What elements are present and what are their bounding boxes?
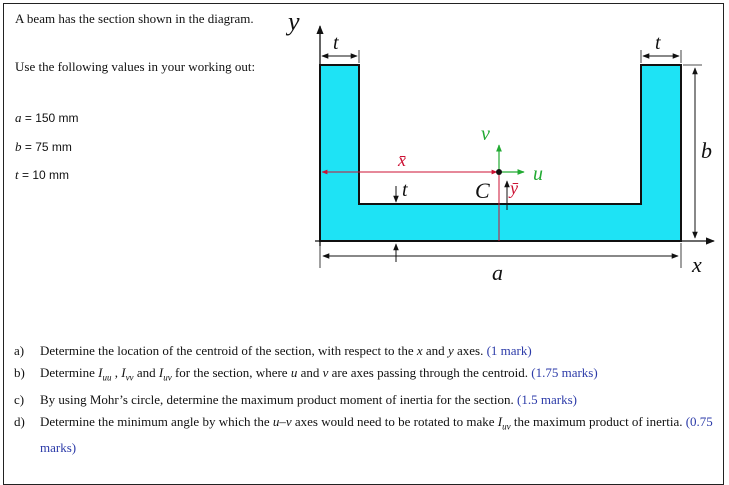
value-b-eq: = (24, 140, 32, 154)
question-a-end: axes. (453, 343, 487, 358)
question-a-text: Determine the location of the centroid of the section, with respect to the (40, 343, 417, 358)
question-a-y: y (447, 343, 454, 358)
question-d-marks: (0.75 marks) (40, 413, 713, 456)
iuv-symbol: I (158, 365, 164, 380)
value-a-var: a (15, 110, 22, 125)
a-label: a (492, 260, 503, 285)
xbar-label: x̄ (398, 150, 406, 170)
t-mid-label: t (402, 179, 408, 201)
question-a-label: a) (14, 343, 25, 358)
iuv-sub: uv (163, 372, 172, 383)
channel-section-shape (320, 65, 681, 241)
value-a-eq: = (24, 111, 32, 125)
question-b-v: v (322, 365, 329, 380)
question-b-post: are axes passing through the centroid. (328, 365, 532, 380)
value-b-var: b (15, 139, 22, 154)
question-a-marks: (1 mark) (486, 343, 532, 358)
question-b-pre: Determine (40, 365, 99, 380)
t-left-label: t (333, 32, 339, 54)
intro-text: A beam has the section shown in the diagram. (15, 11, 254, 26)
iuu-symbol: I (98, 365, 103, 380)
question-c (14, 389, 719, 411)
question-d-pre: Determine the minimum angle by which the (40, 413, 273, 429)
question-b-label: b) (14, 365, 25, 380)
question-d-mid: axes would need to be rotated to make (291, 413, 498, 429)
b-label: b (701, 138, 712, 163)
iuu-sub: uu (102, 372, 112, 383)
centroid-label: C (475, 178, 490, 203)
ivv-symbol: I (121, 365, 126, 380)
question-b-comma: , (111, 365, 122, 380)
question-a-and: and (422, 343, 448, 358)
value-b-num: 75 mm (35, 140, 72, 154)
centroid-point (496, 169, 502, 175)
question-b-u: u (290, 365, 298, 380)
question-a-x: x (416, 343, 423, 358)
value-t-num: 10 mm (32, 168, 70, 182)
question-d-uv-axes: u–v (272, 413, 292, 429)
value-t-var: t (15, 167, 19, 182)
instruction-text: Use the following values in your working out: (15, 59, 256, 74)
v-axis-label: v (481, 123, 490, 145)
question-b-and2: and (297, 365, 323, 380)
question-d-i-sub: uv (502, 421, 511, 432)
question-list (14, 340, 719, 459)
question-d (14, 411, 719, 460)
x-axis-label: x (692, 252, 702, 277)
value-a-num: 150 mm (35, 111, 79, 125)
question-b-marks: (1.75 marks) (531, 365, 598, 380)
question-a (14, 340, 719, 362)
question-c-text: By using Mohr’s circle, determine the maximum product moment of inertia for the section. (40, 391, 518, 407)
value-t-eq: = (21, 168, 29, 182)
question-c-label: c) (14, 391, 25, 407)
question-b (14, 362, 719, 389)
question-c-marks: (1.5 marks) (517, 391, 577, 407)
question-b-and: and (133, 365, 159, 380)
question-b-mid: for the section, where (171, 365, 291, 380)
y-axis-label: y (288, 7, 300, 36)
ybar-label: ȳ (510, 178, 518, 198)
question-d-label: d) (14, 413, 25, 429)
u-axis-label: u (533, 163, 543, 185)
question-d-i-symbol: I (497, 413, 503, 429)
question-d-post: the maximum product of inertia. (510, 413, 686, 429)
t-right-label: t (655, 32, 661, 54)
ivv-sub: vv (125, 372, 134, 383)
